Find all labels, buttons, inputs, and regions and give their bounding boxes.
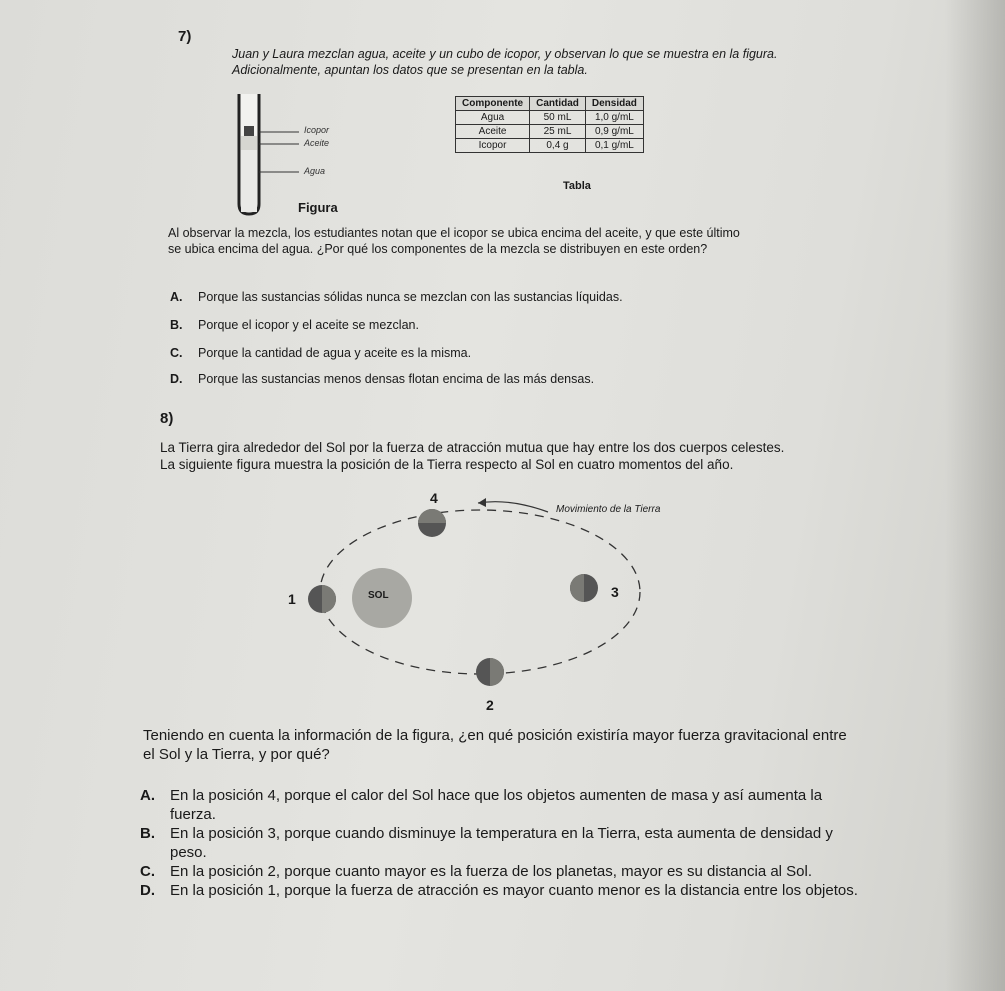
question-7-prompt-line2: se ubica encima del agua. ¿Por qué los componentes de la mezcla se distribuyen en este orden?: [168, 242, 708, 256]
table-row: [456, 139, 644, 153]
position-label-3: 3: [611, 584, 619, 600]
option-text: Porque el icopor y el aceite se mezclan.: [198, 318, 419, 332]
table-cell: 50 mL: [530, 111, 586, 125]
table-header-row: [456, 97, 644, 111]
table-cell: Aceite: [456, 125, 530, 139]
question-7-option-b[interactable]: [170, 318, 419, 332]
option-letter: D.: [170, 372, 183, 386]
movement-label: Movimiento de la Tierra: [556, 504, 661, 515]
position-label-1: 1: [288, 591, 296, 607]
table-cell: 0,9 g/mL: [585, 125, 643, 139]
question-7-number: 7): [178, 28, 192, 45]
table-cell: 1,0 g/mL: [585, 111, 643, 125]
label-aceite: Aceite: [304, 138, 330, 148]
table-cell: Agua: [456, 111, 530, 125]
question-8-number: 8): [160, 410, 174, 427]
table-cell: 25 mL: [530, 125, 586, 139]
earth-position-2-shade: [490, 658, 504, 686]
question-8-intro-line1: La Tierra gira alrededor del Sol por la fuerza de atracción mutua que hay entre los dos cuerpos celestes.: [160, 440, 785, 455]
table-header: Densidad: [585, 97, 643, 111]
option-letter: C.: [170, 346, 183, 360]
question-7-option-d[interactable]: [170, 372, 594, 386]
table-row: [456, 111, 644, 125]
question-8-intro-line2: La siguiente figura muestra la posición de la Tierra respecto al Sol en cuatro momentos del año.: [160, 457, 734, 472]
option-letter: B.: [140, 825, 155, 842]
option-letter: D.: [140, 882, 155, 899]
position-label-2: 2: [486, 697, 494, 713]
icopor-cube: [244, 126, 254, 136]
table-cell: 0,1 g/mL: [585, 139, 643, 153]
option-letter: B.: [170, 318, 183, 332]
question-7-intro-line1: Juan y Laura mezclan agua, aceite y un cubo de icopor, y observan lo que se muestra en la figura.: [232, 47, 778, 61]
option-text: Porque las sustancias sólidas nunca se mezclan con las sustancias líquidas.: [198, 290, 623, 304]
table-cell: 0,4 g: [530, 139, 586, 153]
density-table: [455, 96, 644, 153]
question-8-prompt-line2: el Sol y la Tierra, y por qué?: [143, 746, 330, 763]
question-7-prompt-line1: Al observar la mezcla, los estudiantes notan que el icopor se ubica encima del aceite, y que este último: [168, 226, 740, 240]
option-text: En la posición 3, porque cuando disminuye la temperatura en la Tierra, esta aumenta de densidad y peso.: [170, 825, 833, 861]
earth-position-1-shade: [322, 585, 336, 613]
question-8-option-b[interactable]: [140, 824, 870, 862]
label-agua: Agua: [304, 166, 326, 176]
question-7-option-c[interactable]: [170, 346, 471, 360]
table-header: Componente: [456, 97, 530, 111]
option-text: Porque las sustancias menos densas flotan encima de las más densas.: [198, 372, 595, 386]
question-8-option-a[interactable]: [140, 786, 870, 824]
question-8-option-c[interactable]: [140, 862, 880, 881]
position-label-4: 4: [430, 490, 438, 506]
option-text: En la posición 2, porque cuanto mayor es la fuerza de los planetas, mayor es su distancia al Sol.: [170, 863, 813, 880]
option-text: En la posición 1, porque la fuerza de atracción es mayor cuanto menor es la distancia entre los objetos.: [170, 882, 858, 899]
earth-position-4-shade: [418, 509, 446, 523]
option-letter: C.: [140, 863, 155, 880]
label-icopor: Icopor: [304, 125, 330, 135]
figure-caption: Figura: [298, 200, 338, 215]
table-caption: Tabla: [563, 180, 591, 192]
table-cell: Icopor: [456, 139, 530, 153]
orbit-diagram: [270, 482, 710, 718]
table-row: [456, 125, 644, 139]
option-letter: A.: [140, 787, 155, 804]
question-8-option-d[interactable]: [140, 881, 880, 900]
option-letter: A.: [170, 290, 183, 304]
water-layer: [241, 150, 257, 212]
question-8-prompt-line1: Teniendo en cuenta la información de la figura, ¿en qué posición existiría mayor fuerza gravitacional entre: [143, 727, 847, 744]
test-tube-figure: [225, 92, 365, 222]
table-header: Cantidad: [530, 97, 586, 111]
question-7-option-a[interactable]: [170, 290, 623, 304]
earth-position-3-shade: [570, 574, 584, 602]
option-text: En la posición 4, porque el calor del Sol hace que los objetos aumenten de masa y así aumenta la fuerza.: [170, 787, 823, 823]
oil-layer: [241, 136, 257, 150]
question-7-intro-line2: Adicionalmente, apuntan los datos que se presentan en la tabla.: [232, 63, 588, 77]
sun-label: SOL: [368, 590, 389, 601]
page-edge-shadow: [945, 0, 1005, 991]
movement-arrow-head: [478, 498, 486, 507]
option-text: Porque la cantidad de agua y aceite es la misma.: [198, 346, 472, 360]
